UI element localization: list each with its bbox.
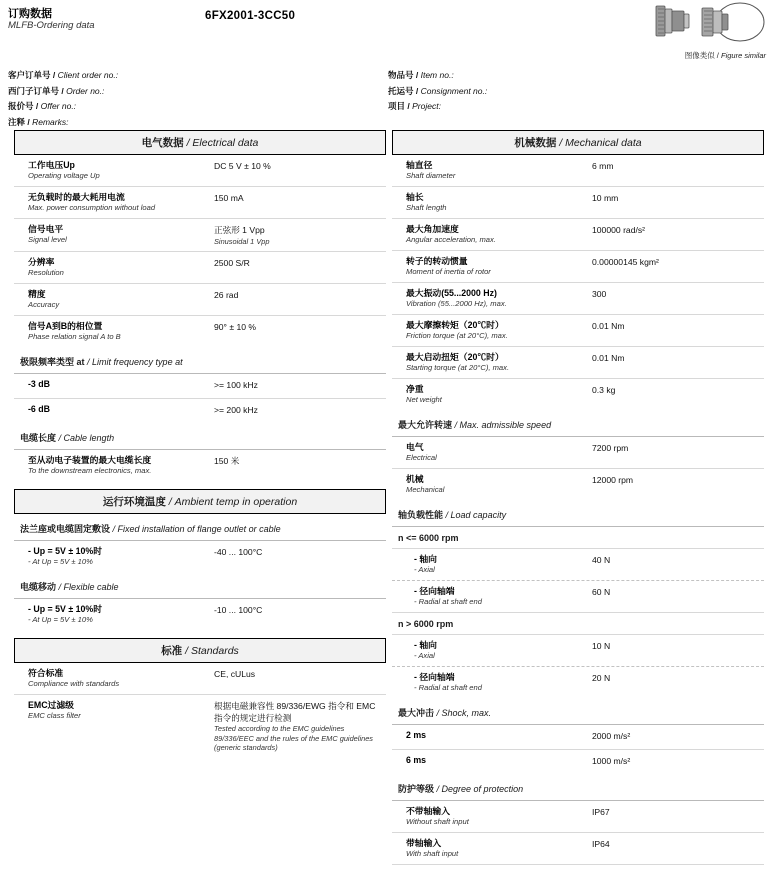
row-label-en: To the downstream electronics, max. bbox=[28, 466, 152, 475]
row-label-cn: 信号电平 bbox=[28, 224, 64, 234]
row-label bbox=[396, 755, 592, 766]
table-row bbox=[392, 635, 764, 667]
row-label bbox=[18, 321, 214, 342]
row-label-cn: 至从动电子装置的最大电缆长度 bbox=[28, 455, 152, 465]
row-value: 90° ± 10 % bbox=[214, 322, 257, 332]
row-label-cn: 最大摩擦转矩（20℃时） bbox=[406, 320, 504, 330]
table-row bbox=[392, 187, 764, 219]
label-en: Remarks: bbox=[32, 116, 69, 127]
row-value-en: Tested according to the EMC guidelines 89/336/EEC and the rules of the EMC guidelines (generic standards) bbox=[214, 724, 373, 752]
page-header bbox=[0, 0, 776, 64]
table-row bbox=[392, 155, 764, 187]
section-title-en: / Electrical data bbox=[186, 137, 259, 149]
row-label bbox=[18, 379, 214, 390]
row-label-en: Compliance with standards bbox=[28, 679, 120, 688]
subsection-title-cn: 法兰座或电缆固定敷设 bbox=[20, 524, 111, 534]
table-row bbox=[14, 695, 386, 758]
row-value: IP64 bbox=[592, 839, 610, 849]
row-label-en: Resolution bbox=[28, 268, 64, 277]
table-row bbox=[14, 663, 386, 695]
section-title-en: / Standards bbox=[185, 645, 239, 657]
row-label-cn: -6 dB bbox=[28, 404, 50, 414]
row-label-cn: 工作电压Up bbox=[28, 160, 75, 170]
subsection-cable-length-title bbox=[14, 425, 386, 450]
subsection-max-speed-title bbox=[392, 412, 764, 437]
figure-note-en: Figure similar bbox=[720, 51, 766, 60]
table-row bbox=[392, 833, 764, 865]
row-label-en: Operating voltage Up bbox=[28, 171, 100, 180]
table-row bbox=[392, 347, 764, 379]
section-title-en: / Ambient temp in operation bbox=[168, 496, 298, 508]
row-value: -40 ... 100°C bbox=[214, 547, 263, 557]
figure-note-cn: 图像类似 / bbox=[684, 51, 719, 60]
row-label-en: With shaft input bbox=[406, 849, 459, 858]
row-label bbox=[396, 640, 592, 661]
row-label bbox=[396, 672, 592, 693]
table-row bbox=[14, 187, 386, 219]
row-label-cn: EMC过滤级 bbox=[28, 700, 74, 710]
connector-illustration bbox=[628, 0, 768, 48]
subsection-shock-title bbox=[392, 700, 764, 725]
section-title-cn: 运行环境温度 bbox=[102, 496, 166, 508]
row-label bbox=[396, 224, 592, 245]
row-label bbox=[396, 352, 592, 373]
label-cn: 注释 / bbox=[8, 116, 30, 127]
order-fields-right bbox=[388, 68, 487, 115]
label-cn: 西门子订单号 / bbox=[8, 85, 64, 96]
table-row bbox=[392, 379, 764, 410]
row-label bbox=[18, 160, 214, 181]
row-label bbox=[18, 668, 214, 689]
order-fields-left bbox=[8, 68, 118, 130]
row-value: 2000 m/s² bbox=[592, 731, 631, 741]
row-label-cn: 最大角加速度 bbox=[406, 224, 459, 234]
page-title-cn: 订购数据 bbox=[8, 8, 52, 20]
row-label-cn: 符合标准 bbox=[28, 668, 64, 678]
row-label-cn: 最大启动扭矩（20℃时） bbox=[406, 352, 504, 362]
table-row bbox=[14, 284, 386, 316]
row-label bbox=[396, 256, 592, 277]
row-label bbox=[396, 192, 592, 213]
table-row bbox=[392, 750, 764, 774]
label-en: Consignment no.: bbox=[420, 85, 488, 96]
row-value: -10 ... 100°C bbox=[214, 605, 263, 615]
table-row bbox=[392, 549, 764, 581]
order-field-offer-no bbox=[8, 99, 118, 115]
section-ambient-temp-title bbox=[14, 489, 386, 514]
section-standards-title bbox=[14, 638, 386, 663]
row-value: 12000 rpm bbox=[592, 475, 634, 485]
row-label-cn: 2 ms bbox=[406, 730, 427, 740]
row-value bbox=[214, 224, 384, 246]
order-fields-block bbox=[0, 68, 776, 130]
row-label-en: EMC class filter bbox=[28, 711, 81, 720]
row-value: 1000 m/s² bbox=[592, 756, 631, 766]
row-value: 0.01 Nm bbox=[592, 353, 625, 363]
row-label-en: Max. power consumption without load bbox=[28, 203, 156, 212]
row-value: >= 200 kHz bbox=[214, 405, 258, 415]
subsection-title-en: / Cable length bbox=[58, 433, 115, 443]
section-mechanical-data-title bbox=[392, 130, 764, 155]
table-row bbox=[392, 251, 764, 283]
row-label-en: Friction torque (at 20°C), max. bbox=[406, 331, 508, 340]
row-label bbox=[396, 160, 592, 181]
order-field-order-no bbox=[8, 84, 118, 100]
row-value: 300 bbox=[592, 289, 607, 299]
row-label bbox=[396, 554, 592, 575]
table-row bbox=[392, 437, 764, 469]
order-field-consignment-no bbox=[388, 84, 487, 100]
row-label-en: Phase relation signal A to B bbox=[28, 332, 121, 341]
row-label bbox=[396, 838, 592, 859]
row-label bbox=[396, 586, 592, 607]
row-label-en: Angular acceleration, max. bbox=[406, 235, 496, 244]
row-value: 0.3 kg bbox=[592, 385, 616, 395]
label-cn: 物品号 / bbox=[388, 70, 419, 80]
table-row bbox=[14, 316, 386, 347]
column-left bbox=[14, 130, 386, 758]
section-title-en: / Mechanical data bbox=[559, 137, 642, 149]
subsection-title-en: / Max. admissible speed bbox=[454, 420, 552, 430]
row-value: 26 rad bbox=[214, 290, 239, 300]
order-field-item-no bbox=[388, 68, 487, 84]
row-value-cn: 正弦形 1 Vpp bbox=[214, 225, 265, 235]
row-label-cn: 无负载时的最大耗用电流 bbox=[28, 192, 125, 202]
table-row bbox=[392, 283, 764, 315]
row-label-en: - Axial bbox=[414, 651, 435, 660]
row-label bbox=[18, 546, 214, 567]
subsection-flexible-cable-title bbox=[14, 574, 386, 599]
row-label-cn: 转子的转动惯量 bbox=[406, 256, 468, 266]
row-label-en: Electrical bbox=[406, 453, 437, 462]
row-value: 100000 rad/s² bbox=[592, 225, 646, 235]
subsection-title-cn: 防护等级 bbox=[398, 784, 435, 794]
row-label-cn: 6 ms bbox=[406, 755, 427, 765]
label-en: Item no.: bbox=[420, 70, 454, 80]
order-field-client-order-no bbox=[8, 68, 118, 84]
row-label-cn: - 轴向 bbox=[414, 640, 437, 650]
row-label bbox=[396, 384, 592, 405]
row-label bbox=[18, 257, 214, 278]
row-label bbox=[18, 700, 214, 721]
row-label-en: - Axial bbox=[414, 565, 435, 574]
row-value: 150 米 bbox=[214, 456, 240, 466]
row-value: 0.00000145 kgm² bbox=[592, 257, 659, 267]
row-label bbox=[396, 442, 592, 463]
section-title-cn: 标准 bbox=[161, 645, 183, 657]
section-title-cn: 机械数据 bbox=[514, 137, 557, 149]
table-row bbox=[392, 315, 764, 347]
section-electrical-data-title bbox=[14, 130, 386, 155]
subsection-title-en: / Flexible cable bbox=[58, 582, 119, 592]
row-value: 6 mm bbox=[592, 161, 614, 171]
row-value: 10 mm bbox=[592, 193, 619, 203]
row-label-cn: -3 dB bbox=[28, 379, 50, 389]
row-label-cn: - 轴向 bbox=[414, 554, 437, 564]
subsection-title-cn: 极限频率类型 at bbox=[20, 357, 85, 367]
order-field-remarks bbox=[8, 115, 118, 131]
section-title-cn: 电气数据 bbox=[141, 137, 184, 149]
row-label-cn: 轴直径 bbox=[406, 160, 433, 170]
row-label-en: Vibration (55...2000 Hz), max. bbox=[406, 299, 507, 308]
row-label bbox=[18, 404, 214, 415]
row-label bbox=[396, 288, 592, 309]
table-row bbox=[392, 801, 764, 833]
row-label-cn: 信号A到B的相位置 bbox=[28, 321, 103, 331]
row-label-cn: 不带轴输入 bbox=[406, 806, 450, 816]
subsection-title-en: / Degree of protection bbox=[436, 784, 524, 794]
row-value-cn: 根据电磁兼容性 89/336/EWG 指令和 EMC 指令的规定进行检测 bbox=[214, 701, 376, 723]
table-row bbox=[392, 667, 764, 698]
row-label-cn: 带轴输入 bbox=[406, 838, 442, 848]
subsection-title-en: / Shock, max. bbox=[436, 708, 492, 718]
row-value: 60 N bbox=[592, 587, 611, 597]
row-label-en: - Radial at shaft end bbox=[414, 683, 482, 692]
table-row bbox=[392, 219, 764, 251]
row-label-cn: 精度 bbox=[28, 289, 46, 299]
row-label-cn: 分辨率 bbox=[28, 257, 55, 267]
row-value: 0.01 Nm bbox=[592, 321, 625, 331]
load-capacity-group-head-high: n > 6000 rpm bbox=[392, 613, 764, 635]
row-value-en: Sinusoidal 1 Vpp bbox=[214, 236, 270, 246]
label-en: Client order no.: bbox=[57, 70, 119, 80]
row-label-cn: 机械 bbox=[406, 474, 424, 484]
row-value: 40 N bbox=[592, 555, 611, 565]
subsection-title-cn: 最大冲击 bbox=[398, 708, 435, 718]
figure-similar-note bbox=[685, 50, 766, 61]
table-row bbox=[14, 374, 386, 399]
table-row bbox=[14, 252, 386, 284]
row-label-cn: 最大振动(55...2000 Hz) bbox=[406, 288, 497, 298]
table-row bbox=[14, 399, 386, 423]
row-label-cn: - Up = 5V ± 10%时 bbox=[28, 546, 103, 556]
subsection-title-cn: 最大允许转速 bbox=[398, 420, 453, 430]
row-value: 150 mA bbox=[214, 193, 244, 203]
label-en: Project: bbox=[412, 101, 441, 111]
row-label-en: Signal level bbox=[28, 235, 67, 244]
row-label bbox=[18, 192, 214, 213]
load-capacity-group-head-low: n <= 6000 rpm bbox=[392, 527, 764, 549]
table-row bbox=[14, 450, 386, 481]
row-label-en: Mechanical bbox=[406, 485, 445, 494]
row-label-en: Shaft length bbox=[406, 203, 447, 212]
row-label bbox=[396, 806, 592, 827]
subsection-limit-frequency-title bbox=[14, 349, 386, 374]
row-label-en: Net weight bbox=[406, 395, 442, 404]
row-label-cn: 净重 bbox=[406, 384, 424, 394]
label-cn: 项目 / bbox=[388, 101, 410, 111]
row-value: 2500 S/R bbox=[214, 258, 250, 268]
row-label-cn: - 径向轴端 bbox=[414, 586, 455, 596]
label-cn: 托运号 / bbox=[388, 85, 419, 96]
label-en: Offer no.: bbox=[40, 101, 77, 111]
subsection-title-cn: 电缆移动 bbox=[20, 582, 57, 592]
row-label bbox=[18, 604, 214, 625]
row-label-cn: - Up = 5V ± 10%时 bbox=[28, 604, 103, 614]
subsection-fixed-installation-title bbox=[14, 516, 386, 541]
subsection-title-en: / Load capacity bbox=[445, 510, 507, 520]
subsection-load-capacity-title bbox=[392, 502, 764, 527]
subsection-title-en: / Fixed installation of flange outlet or cable bbox=[112, 524, 281, 534]
table-row bbox=[14, 541, 386, 572]
row-label-en: Accuracy bbox=[28, 300, 60, 309]
label-cn: 报价号 / bbox=[8, 101, 39, 111]
row-label-cn: 电气 bbox=[406, 442, 424, 452]
subsection-degree-protection-title bbox=[392, 776, 764, 801]
table-row bbox=[392, 725, 764, 750]
subsection-title-en: / Limit frequency type at bbox=[87, 357, 183, 367]
row-value: 10 N bbox=[592, 641, 611, 651]
label-en: Order no.: bbox=[66, 85, 105, 96]
table-row bbox=[14, 599, 386, 630]
row-label bbox=[18, 455, 214, 476]
row-value: 20 N bbox=[592, 673, 611, 683]
row-value: >= 100 kHz bbox=[214, 380, 258, 390]
mlfb-order-number: 6FX2001-3CC50 bbox=[205, 10, 296, 22]
subsection-title-cn: 电缆长度 bbox=[20, 433, 57, 443]
row-value: IP67 bbox=[592, 807, 610, 817]
row-label bbox=[396, 474, 592, 495]
column-right bbox=[392, 130, 764, 865]
row-label bbox=[18, 289, 214, 310]
row-label-en: Starting torque (at 20°C), max. bbox=[406, 363, 510, 372]
row-value bbox=[214, 700, 384, 753]
row-label bbox=[396, 730, 592, 741]
table-row bbox=[392, 469, 764, 500]
row-label-en: - At Up = 5V ± 10% bbox=[28, 557, 93, 566]
row-value: CE, cULus bbox=[214, 669, 256, 679]
row-label-en: Shaft diameter bbox=[406, 171, 456, 180]
page-title-en: MLFB-Ordering data bbox=[8, 20, 95, 31]
row-label-en: Without shaft input bbox=[406, 817, 469, 826]
row-label-en: - Radial at shaft end bbox=[414, 597, 482, 606]
row-label-cn: 轴长 bbox=[406, 192, 424, 202]
label-cn: 客户订单号 / bbox=[8, 70, 56, 80]
row-value: DC 5 V ± 10 % bbox=[214, 161, 271, 171]
row-label bbox=[18, 224, 214, 245]
subsection-title-cn: 轴负载性能 bbox=[398, 510, 444, 520]
table-row bbox=[14, 219, 386, 252]
row-label-en: - At Up = 5V ± 10% bbox=[28, 615, 93, 624]
row-label bbox=[396, 320, 592, 341]
table-row bbox=[14, 155, 386, 187]
row-label-cn: - 径向轴端 bbox=[414, 672, 455, 682]
row-value: 7200 rpm bbox=[592, 443, 629, 453]
row-label-en: Moment of inertia of rotor bbox=[406, 267, 491, 276]
order-field-project bbox=[388, 99, 487, 115]
table-row bbox=[392, 581, 764, 613]
